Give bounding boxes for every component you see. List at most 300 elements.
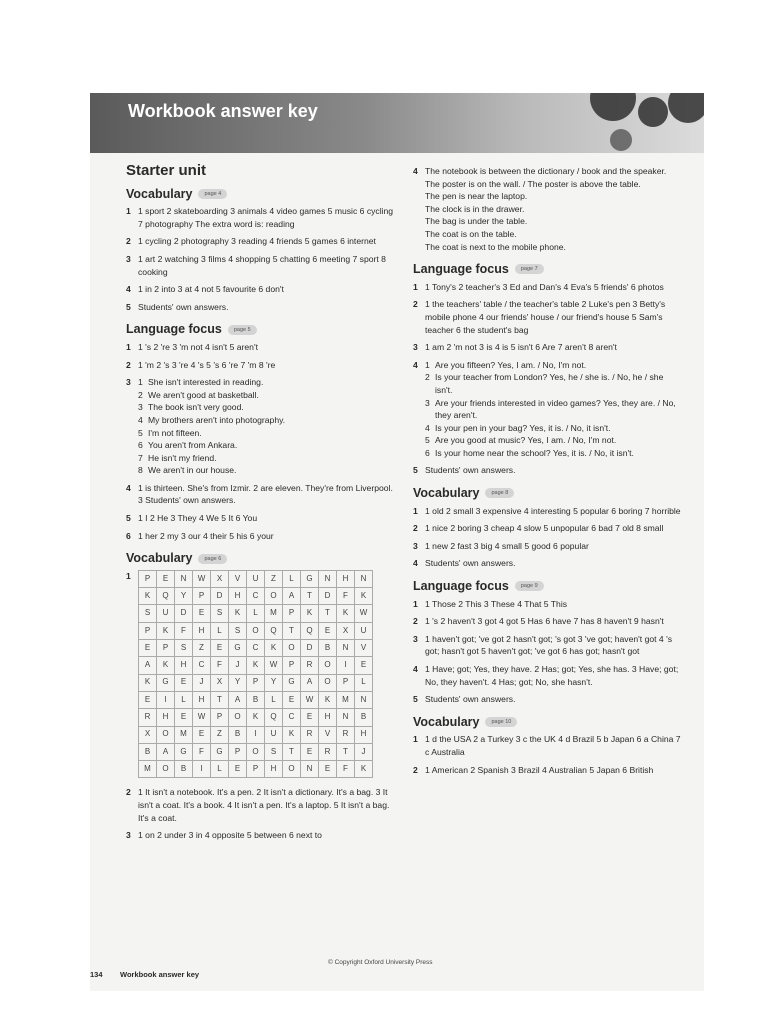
answer-item xyxy=(126,235,396,248)
wordsearch-cell: N xyxy=(319,571,337,588)
answer-number: 2 xyxy=(126,359,131,370)
header-decoration xyxy=(668,93,704,123)
sub-item xyxy=(425,447,683,460)
answer-item xyxy=(413,633,683,658)
sub-item-text: I'm not fifteen. xyxy=(148,427,202,438)
answer-text: 1 nice 2 boring 3 cheap 4 slow 5 unpopular 6 bad 7 old 8 small xyxy=(425,523,664,534)
wordsearch-cell: P xyxy=(193,588,211,605)
wordsearch-cell: A xyxy=(283,588,301,605)
wordsearch-cell: A xyxy=(301,675,319,692)
page-header xyxy=(90,93,704,153)
wordsearch-cell: X xyxy=(139,727,157,744)
wordsearch-cell: H xyxy=(157,709,175,726)
answer-item xyxy=(126,283,396,296)
wordsearch-cell: T xyxy=(337,744,355,761)
right-column xyxy=(413,165,683,781)
answer-text: 1 'm 2 's 3 're 4 's 5 's 6 're 7 'm 8 're xyxy=(138,359,276,370)
sub-item xyxy=(138,427,396,440)
answer-item xyxy=(126,512,396,525)
answer-text: 1 Those 2 This 3 These 4 That 5 This xyxy=(425,598,568,609)
wordsearch-cell: K xyxy=(355,588,373,605)
answer-key-page xyxy=(90,93,704,991)
wordsearch-cell: K xyxy=(157,623,175,640)
answer-number: 1 xyxy=(413,281,418,292)
wordsearch-cell: N xyxy=(337,640,355,657)
wordsearch-cell: L xyxy=(265,692,283,709)
answer-number: 4 xyxy=(413,664,418,674)
answer-item xyxy=(413,165,683,253)
answer-item xyxy=(413,598,683,611)
wordsearch-cell: T xyxy=(283,744,301,761)
sub-item-text: Is your home near the school? Yes, it is. / No, it isn't. xyxy=(435,447,634,458)
wordsearch-cell: E xyxy=(157,571,175,588)
sub-item-number: 1 xyxy=(425,359,430,370)
wordsearch-cell: R xyxy=(337,727,355,744)
sub-item-text: Are you good at music? Yes, I am. / No, I'm not. xyxy=(435,435,617,446)
wordsearch-cell: F xyxy=(175,623,193,640)
wordsearch-cell: W xyxy=(193,709,211,726)
wordsearch-cell: G xyxy=(157,675,175,692)
wordsearch-cell: H xyxy=(193,692,211,709)
answer-number: 4 xyxy=(413,166,418,176)
wordsearch-cell: A xyxy=(229,692,247,709)
answer-list xyxy=(413,733,683,776)
answer-number: 3 xyxy=(413,540,418,551)
wordsearch-cell: P xyxy=(139,571,157,588)
wordsearch-cell: E xyxy=(193,727,211,744)
numbered-answer xyxy=(126,376,396,477)
section-heading: Vocabulary page 6 xyxy=(126,552,396,565)
wordsearch-cell: P xyxy=(247,675,265,692)
sub-item-number: 6 xyxy=(138,440,143,451)
answer-item xyxy=(413,464,683,477)
answer-number: 6 xyxy=(126,530,131,541)
sub-item-number: 8 xyxy=(138,465,143,476)
wordsearch-cell: O xyxy=(319,675,337,692)
wordsearch-cell: Z xyxy=(265,571,283,588)
sub-item xyxy=(425,397,683,422)
wordsearch-cell: P xyxy=(139,623,157,640)
wordsearch-cell: F xyxy=(211,657,229,674)
sub-item-text: Are you fifteen? Yes, I am. / No, I'm not. xyxy=(435,359,587,370)
answer-number: 5 xyxy=(126,513,131,524)
section-heading: Language focus page 5 xyxy=(126,323,396,336)
wordsearch-cell: I xyxy=(337,657,355,674)
answer-text: Students' own answers. xyxy=(138,301,229,312)
answer-list xyxy=(126,341,396,371)
wordsearch-cell: P xyxy=(229,744,247,761)
wordsearch-cell: M xyxy=(139,761,157,778)
page-badge: page 10 xyxy=(485,717,517,727)
wordsearch-cell: R xyxy=(301,657,319,674)
wordsearch-cell: S xyxy=(265,744,283,761)
answer-number: 1 xyxy=(126,570,131,581)
wordsearch-cell: N xyxy=(355,692,373,709)
wordsearch-cell: E xyxy=(193,605,211,622)
sub-item-number: 7 xyxy=(138,452,143,463)
answer-text: 1 haven't got; 've got 2 hasn't got; 's got 3 've got; haven't got 4 's got; hasn't got 5 haven't got; 've got 6 has got; hasn't got xyxy=(425,633,673,657)
wordsearch-cell: G xyxy=(301,571,319,588)
wordsearch-cell: L xyxy=(211,761,229,778)
answer-text: 1 her 2 my 3 our 4 their 5 his 6 your xyxy=(138,530,274,541)
answer-item xyxy=(126,205,396,230)
wordsearch-cell: B xyxy=(319,640,337,657)
answer-text: Students' own answers. xyxy=(425,694,516,705)
wordsearch-cell: G xyxy=(229,640,247,657)
header-decoration xyxy=(590,93,636,121)
answer-item xyxy=(413,540,683,553)
answer-number: 3 xyxy=(126,377,131,388)
answer-number: 1 xyxy=(413,734,418,745)
page-badge: page 7 xyxy=(515,264,544,274)
answer-text: 1 d the USA 2 a Turkey 3 c the UK 4 d Brazil 5 b Japan 6 a China 7 c Australia xyxy=(425,734,681,757)
sub-item xyxy=(138,389,396,402)
wordsearch-cell: H xyxy=(319,709,337,726)
wordsearch-cell: K xyxy=(355,761,373,778)
wordsearch-cell: F xyxy=(337,588,355,605)
answer-item xyxy=(126,482,396,507)
wordsearch-cell: L xyxy=(211,623,229,640)
sub-item xyxy=(138,452,396,465)
wordsearch-cell: W xyxy=(301,692,319,709)
sub-item-text: My brothers aren't into photography. xyxy=(148,414,286,425)
sub-item-number: 2 xyxy=(138,389,143,400)
answer-line: The bag is under the table. xyxy=(425,216,528,227)
sub-item-text: Are your friends interested in video games? Yes, they are. / No, they aren't. xyxy=(435,397,676,421)
wordsearch-cell: X xyxy=(211,675,229,692)
answer-number: 2 xyxy=(413,764,418,775)
wordsearch-cell: E xyxy=(229,761,247,778)
answer-lines xyxy=(425,165,683,253)
answer-number: 2 xyxy=(413,299,418,310)
answer-text: Students' own answers. xyxy=(425,558,516,569)
wordsearch-cell: P xyxy=(283,657,301,674)
sub-item xyxy=(138,401,396,414)
sub-item-text: You aren't from Ankara. xyxy=(148,440,238,451)
answer-item xyxy=(413,298,683,336)
answer-list xyxy=(126,205,396,313)
wordsearch-cell: J xyxy=(193,675,211,692)
answer-list xyxy=(413,598,683,706)
answer-number: 5 xyxy=(413,465,418,476)
sub-item xyxy=(425,371,683,396)
wordsearch-cell: N xyxy=(301,761,319,778)
wordsearch-cell: E xyxy=(175,675,193,692)
wordsearch-cell: R xyxy=(319,744,337,761)
wordsearch-cell: S xyxy=(139,605,157,622)
footer-label: Workbook answer key xyxy=(120,970,200,979)
answer-number: 1 xyxy=(413,598,418,609)
wordsearch-cell: F xyxy=(337,761,355,778)
wordsearch-cell: C xyxy=(283,709,301,726)
answer-number: 3 xyxy=(126,830,131,841)
wordsearch-cell: N xyxy=(337,709,355,726)
wordsearch-cell: R xyxy=(139,709,157,726)
wordsearch-cell: Q xyxy=(265,709,283,726)
answer-item xyxy=(413,663,683,688)
wordsearch-cell: D xyxy=(301,640,319,657)
wordsearch-cell: Y xyxy=(265,675,283,692)
answer-number: 5 xyxy=(126,301,131,312)
wordsearch-cell: C xyxy=(247,588,265,605)
wordsearch-cell: K xyxy=(139,675,157,692)
answer-text: 1 old 2 small 3 expensive 4 interesting 5 popular 6 boring 7 horrible xyxy=(425,505,681,516)
sub-item-text: The book isn't very good. xyxy=(148,402,244,413)
wordsearch-cell: B xyxy=(139,744,157,761)
wordsearch-cell: O xyxy=(229,709,247,726)
wordsearch-cell: W xyxy=(193,571,211,588)
wordsearch-cell: E xyxy=(139,640,157,657)
wordsearch-cell: P xyxy=(283,605,301,622)
wordsearch-cell: L xyxy=(247,605,265,622)
answer-text: 1 new 2 fast 3 big 4 small 5 good 6 popular xyxy=(425,540,589,551)
answer-text: 1 I 2 He 3 They 4 We 5 It 6 You xyxy=(138,513,258,524)
answer-item xyxy=(126,829,396,842)
wordsearch-cell: O xyxy=(247,744,265,761)
answer-line: The coat is next to the mobile phone. xyxy=(425,241,566,252)
sub-item xyxy=(138,414,396,427)
wordsearch-cell: K xyxy=(301,605,319,622)
wordsearch-cell: A xyxy=(139,657,157,674)
wordsearch-cell: B xyxy=(247,692,265,709)
answer-list xyxy=(126,482,396,542)
answer-list xyxy=(413,464,683,477)
unit-title: Starter unit xyxy=(126,162,207,179)
answer-text: 1 art 2 watching 3 films 4 shopping 5 chatting 6 meeting 7 sport 8 cooking xyxy=(138,253,386,277)
answer-item xyxy=(126,301,396,314)
answer-subitems xyxy=(138,376,396,477)
answer-number: 2 xyxy=(126,236,131,247)
wordsearch-cell: Z xyxy=(193,640,211,657)
wordsearch-cell: L xyxy=(355,675,373,692)
answer-number: 3 xyxy=(413,342,418,353)
wordsearch-cell: L xyxy=(283,571,301,588)
wordsearch-cell: T xyxy=(301,588,319,605)
wordsearch-cell: Q xyxy=(157,588,175,605)
wordsearch-cell: B xyxy=(229,727,247,744)
wordsearch-cell: H xyxy=(355,727,373,744)
answer-text: Students' own answers. xyxy=(425,465,516,476)
wordsearch-cell: H xyxy=(175,657,193,674)
wordsearch-cell: E xyxy=(301,709,319,726)
answer-number: 3 xyxy=(126,253,131,264)
wordsearch-cell: U xyxy=(247,571,265,588)
sub-item xyxy=(425,359,683,372)
wordsearch-cell: E xyxy=(319,761,337,778)
answer-text: 1 sport 2 skateboarding 3 animals 4 video games 5 music 6 cycling 7 photography The extra word is: reading xyxy=(138,206,394,229)
wordsearch-cell: I xyxy=(247,727,265,744)
answer-item xyxy=(413,281,683,294)
wordsearch-cell: E xyxy=(211,640,229,657)
wordsearch-cell: O xyxy=(157,761,175,778)
sub-item-number: 4 xyxy=(138,414,143,425)
answer-text: 1 It isn't a notebook. It's a pen. 2 It isn't a dictionary. It's a bag. 3 It isn't a coat. It's a book. 4 It isn't a pen. It's a laptop. 5 It isn't a bag. It's a coat. xyxy=(138,787,390,823)
wordsearch-cell: D xyxy=(175,605,193,622)
wordsearch-cell: N xyxy=(175,571,193,588)
wordsearch-cell: Q xyxy=(265,623,283,640)
answer-item xyxy=(413,693,683,706)
sub-item-text: She isn't interested in reading. xyxy=(148,377,264,388)
sub-item-number: 5 xyxy=(425,435,430,446)
wordsearch-cell: O xyxy=(247,623,265,640)
header-decoration xyxy=(638,97,668,127)
section-heading: Language focus page 7 xyxy=(413,263,683,276)
wordsearch-cell: T xyxy=(211,692,229,709)
copyright-notice: © Copyright Oxford University Press xyxy=(328,959,433,966)
wordsearch-cell: S xyxy=(229,623,247,640)
wordsearch-cell: T xyxy=(319,605,337,622)
answer-item xyxy=(413,505,683,518)
wordsearch-cell: P xyxy=(337,675,355,692)
wordsearch-cell: K xyxy=(157,657,175,674)
answer-text: 1 am 2 'm not 3 is 4 is 5 isn't 6 Are 7 aren't 8 aren't xyxy=(425,342,617,353)
answer-number: 4 xyxy=(413,359,418,370)
page-badge: page 9 xyxy=(515,581,544,591)
wordsearch-cell: B xyxy=(175,761,193,778)
wordsearch-cell: H xyxy=(229,588,247,605)
answer-text: 1 is thirteen. She's from Izmir. 2 are eleven. They're from Liverpool. 3 Students' own answers. xyxy=(138,482,393,506)
wordsearch-cell: S xyxy=(175,640,193,657)
answer-number: 1 xyxy=(413,505,418,516)
wordsearch-cell: X xyxy=(337,623,355,640)
answer-text: 1 cycling 2 photography 3 reading 4 friends 5 games 6 internet xyxy=(138,236,376,247)
wordsearch-cell: J xyxy=(229,657,247,674)
wordsearch-cell: G xyxy=(211,744,229,761)
wordsearch-cell: H xyxy=(265,761,283,778)
wordsearch-cell: M xyxy=(337,692,355,709)
answer-item xyxy=(413,341,683,354)
wordsearch-cell: C xyxy=(193,657,211,674)
section-heading: Language focus page 9 xyxy=(413,580,683,593)
answer-number: 1 xyxy=(126,341,131,352)
answer-line: The poster is on the wall. / The poster is above the table. xyxy=(425,178,641,189)
wordsearch-cell: U xyxy=(355,623,373,640)
wordsearch-cell: O xyxy=(283,761,301,778)
answer-number: 2 xyxy=(413,616,418,627)
wordsearch-cell: V xyxy=(319,727,337,744)
wordsearch-cell: P xyxy=(157,640,175,657)
left-column xyxy=(126,163,396,847)
answer-item xyxy=(126,341,396,354)
wordsearch-cell: G xyxy=(283,675,301,692)
answer-item xyxy=(126,786,396,824)
wordsearch-cell: A xyxy=(157,744,175,761)
sub-item-number: 1 xyxy=(138,377,143,388)
answer-number: 1 xyxy=(126,206,131,217)
wordsearch-cell: Z xyxy=(211,727,229,744)
wordsearch-cell: C xyxy=(247,640,265,657)
wordsearch-cell: J xyxy=(355,744,373,761)
wordsearch-cell: F xyxy=(193,744,211,761)
wordsearch xyxy=(126,570,396,779)
answer-text: 1 the teachers' table / the teacher's table 2 Luke's pen 3 Betty's mobile phone 4 our friends' house / our friend's house 5 Sam's teacher 6 the student's bag xyxy=(425,299,666,335)
answer-text: 1 Have; got; Yes, they have. 2 Has; got; Yes, she has. 3 Have; got; No, they haven't. 4 Has; got; No, she hasn't. xyxy=(425,664,679,687)
wordsearch-cell: I xyxy=(157,692,175,709)
wordsearch-cell: Y xyxy=(229,675,247,692)
wordsearch-cell: E xyxy=(319,623,337,640)
wordsearch-cell: Q xyxy=(301,623,319,640)
answer-number: 4 xyxy=(126,482,131,493)
wordsearch-cell: V xyxy=(229,571,247,588)
answer-item xyxy=(413,522,683,535)
wordsearch-cell: G xyxy=(175,744,193,761)
wordsearch-cell: V xyxy=(355,640,373,657)
sub-item-text: We aren't in our house. xyxy=(148,465,237,476)
answer-number: 2 xyxy=(413,523,418,534)
page-number: 134 xyxy=(90,970,103,979)
wordsearch-cell: K xyxy=(247,709,265,726)
wordsearch-cell: K xyxy=(247,657,265,674)
sub-item-number: 2 xyxy=(425,372,430,383)
section-heading: Vocabulary page 4 xyxy=(126,188,396,201)
answer-item xyxy=(413,733,683,758)
answer-text: 1 Tony's 2 teacher's 3 Ed and Dan's 4 Eva's 5 friends' 6 photos xyxy=(425,281,664,292)
answer-item xyxy=(413,615,683,628)
wordsearch-cell: E xyxy=(301,744,319,761)
answer-list xyxy=(413,281,683,354)
wordsearch-cell: W xyxy=(355,605,373,622)
sub-item-number: 3 xyxy=(138,402,143,413)
sub-item xyxy=(138,376,396,389)
wordsearch-cell: H xyxy=(193,623,211,640)
sub-item xyxy=(425,434,683,447)
wordsearch-cell: O xyxy=(319,657,337,674)
wordsearch-cell: Y xyxy=(175,588,193,605)
wordsearch-cell: B xyxy=(355,709,373,726)
page-title: Workbook answer key xyxy=(128,101,318,121)
wordsearch-cell: R xyxy=(301,727,319,744)
answer-line: The clock is in the drawer. xyxy=(425,203,525,214)
answer-subitems xyxy=(425,359,683,460)
wordsearch-cell: P xyxy=(211,709,229,726)
answer-line: The coat is on the table. xyxy=(425,228,517,239)
answer-item xyxy=(413,764,683,777)
answer-number: 3 xyxy=(413,633,418,644)
page-badge: page 4 xyxy=(198,189,227,199)
wordsearch-cell: O xyxy=(157,727,175,744)
wordsearch-cell: H xyxy=(337,571,355,588)
wordsearch-cell: K xyxy=(139,588,157,605)
answer-item xyxy=(126,359,396,372)
sub-item-text: We aren't good at basketball. xyxy=(148,389,259,400)
wordsearch-grid xyxy=(138,570,373,779)
section-heading: Vocabulary page 10 xyxy=(413,716,683,729)
wordsearch-cell: K xyxy=(283,727,301,744)
sub-item-text: He isn't my friend. xyxy=(148,452,217,463)
wordsearch-cell: U xyxy=(265,727,283,744)
wordsearch-cell: D xyxy=(319,588,337,605)
sub-item-number: 3 xyxy=(425,397,430,408)
header-decoration xyxy=(610,129,632,151)
sub-item-number: 6 xyxy=(425,447,430,458)
answer-item xyxy=(126,530,396,543)
wordsearch-cell: E xyxy=(175,709,193,726)
wordsearch-cell: K xyxy=(319,692,337,709)
sub-item xyxy=(425,422,683,435)
page-badge: page 6 xyxy=(198,554,227,564)
wordsearch-cell: L xyxy=(175,692,193,709)
wordsearch-cell: O xyxy=(283,640,301,657)
answer-number: 4 xyxy=(413,558,418,569)
answer-text: 1 American 2 Spanish 3 Brazil 4 Australian 5 Japan 6 British xyxy=(425,764,654,775)
answer-item xyxy=(413,557,683,570)
answer-text: 1 's 2 haven't 3 got 4 got 5 Has 6 have 7 has 8 haven't 9 hasn't xyxy=(425,616,664,627)
wordsearch-cell: E xyxy=(355,657,373,674)
wordsearch-cell: X xyxy=(211,571,229,588)
numbered-answer xyxy=(413,359,683,460)
sub-item xyxy=(138,464,396,477)
answer-item xyxy=(126,253,396,278)
